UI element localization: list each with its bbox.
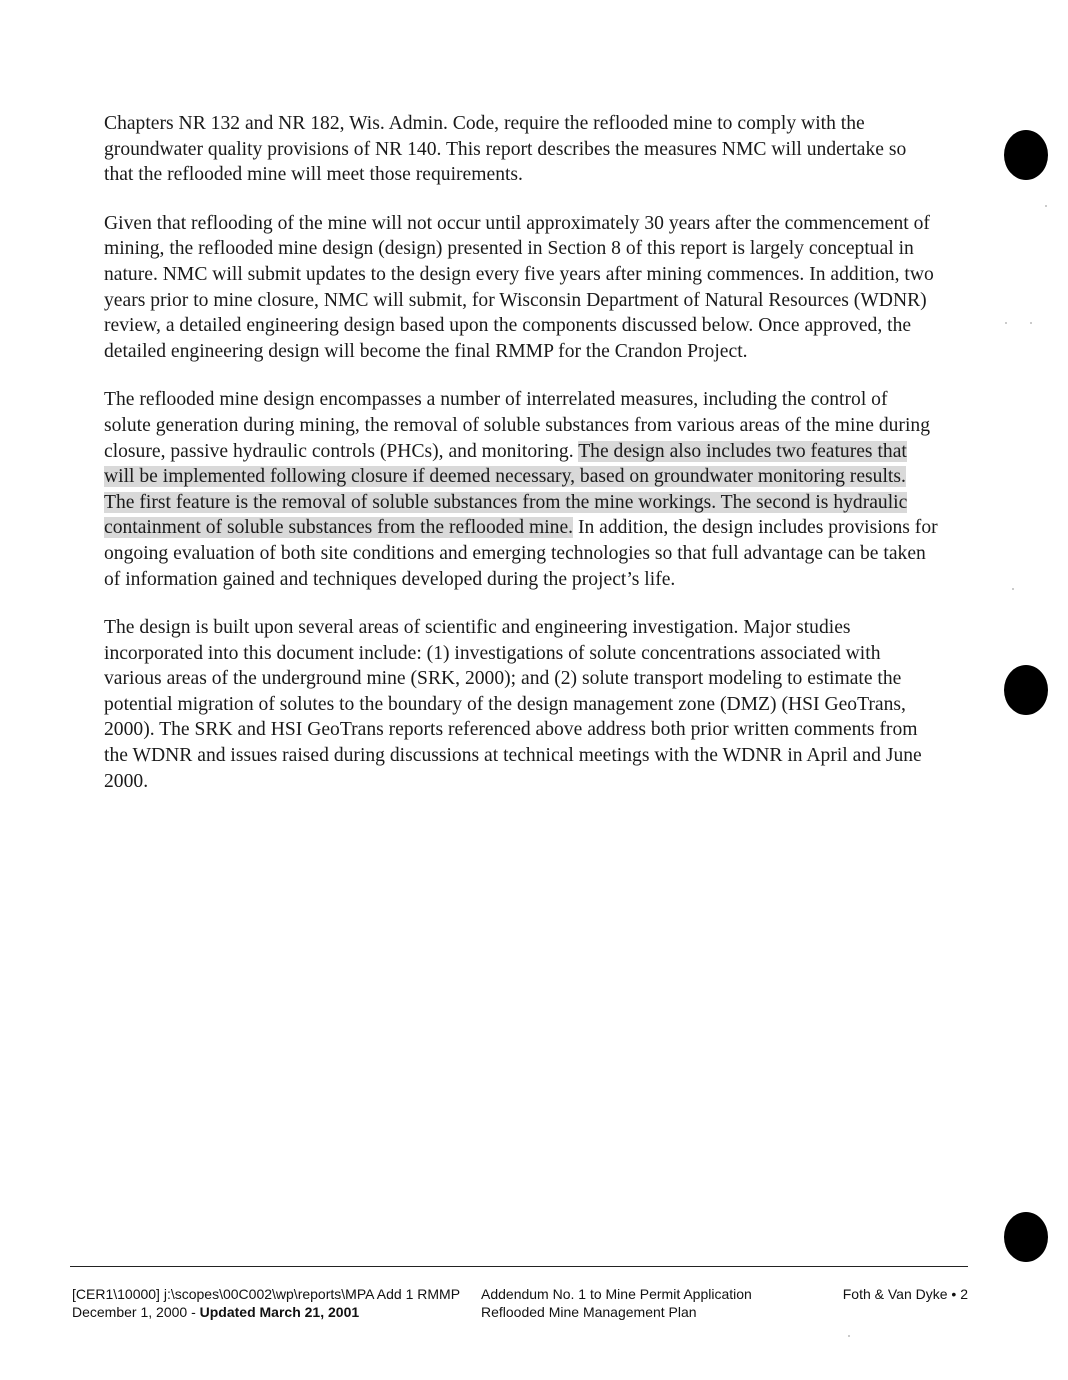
footer-divider: [70, 1266, 968, 1267]
paragraph: [104, 111, 939, 188]
footer-updated-date: Updated March 21, 2001: [199, 1304, 360, 1320]
footer-file-path: [CER1\10000] j:\scopes\00C002\wp\reports\MPA Add 1 RMMP: [72, 1286, 461, 1302]
body-text: [104, 111, 939, 817]
scan-speck: [1005, 322, 1007, 324]
footer-document-title: [481, 1285, 811, 1321]
footer-file-info: [72, 1285, 472, 1321]
footer-date: December 1, 2000 -: [72, 1304, 200, 1320]
paragraph-text: In addition, the design includes provisions for ongoing evaluation of both site conditions and emerging technologies so that full advantage can be taken of information gained and techniques developed during the project’s life.: [104, 517, 938, 590]
footer-addendum-title: Addendum No. 1 to Mine Permit Application: [481, 1286, 752, 1302]
footer-company-page: [780, 1285, 968, 1303]
punch-hole-bottom: [1004, 1212, 1048, 1262]
scan-speck: [1030, 322, 1032, 324]
paragraph-text: Chapters NR 132 and NR 182, Wis. Admin. Code, require the reflooded mine to comply with the groundwater quality provisions of NR 140. This report describes the measures NMC will undertake so that the reflooded mine will meet those requirements.: [104, 113, 907, 186]
punch-hole-middle: [1004, 665, 1048, 715]
footer-date-line: [72, 1303, 472, 1321]
paragraph: [104, 615, 939, 794]
footer-plan-title: Reflooded Mine Management Plan: [481, 1304, 697, 1320]
punch-hole-top: [1004, 130, 1048, 180]
footer-company-page-number: Foth & Van Dyke • 2: [842, 1286, 968, 1302]
paragraph-text: The design is built upon several areas of scientific and engineering investigation. Major studies incorporated into this document include: (1) investigations of solute concentrations associated with various areas of the underground mine (SRK, 2000); and (2) solute transport modeling to estimate the potential migration of solutes to the boundary of the design management zone (DMZ) (HSI GeoTrans, 2000). The SRK and HSI GeoTrans reports referenced above address both prior written comments from the WDNR and issues raised during discussions at technical meetings with the WDNR in April and June 2000.: [104, 617, 922, 792]
highlighted-text: The design also includes two features that will be implemented following closure if deemed necessary, based on groundwater monitoring results. The first feature is the removal of soluble substances from the mine workings. The second is hydraulic containment of soluble substances from the reflooded mine.: [104, 440, 908, 539]
paragraph: [104, 387, 939, 592]
paragraph-text: Given that reflooding of the mine will not occur until approximately 30 years after the commencement of mining, the reflooded mine design (design) presented in Section 8 of this report is largely conceptual in nature. NMC will submit updates to the design every five years after mining commences. In addition, two years prior to mine closure, NMC will submit, for Wisconsin Department of Natural Resources (WDNR) review, a detailed engineering design based upon the components discussed below. Once approved, the detailed engineering design will become the final RMMP for the Crandon Project.: [104, 212, 934, 362]
scan-speck: [848, 1335, 850, 1337]
paragraph: [104, 211, 939, 365]
paragraph-text: The reflooded mine design encompasses a number of interrelated measures, including the control of solute generation during mining, the removal of soluble substances from various areas of the mine during closure, passive hydraulic controls (PHCs), and monitoring.: [104, 389, 930, 462]
scan-speck: [1045, 205, 1047, 207]
scan-speck: [1012, 588, 1014, 590]
